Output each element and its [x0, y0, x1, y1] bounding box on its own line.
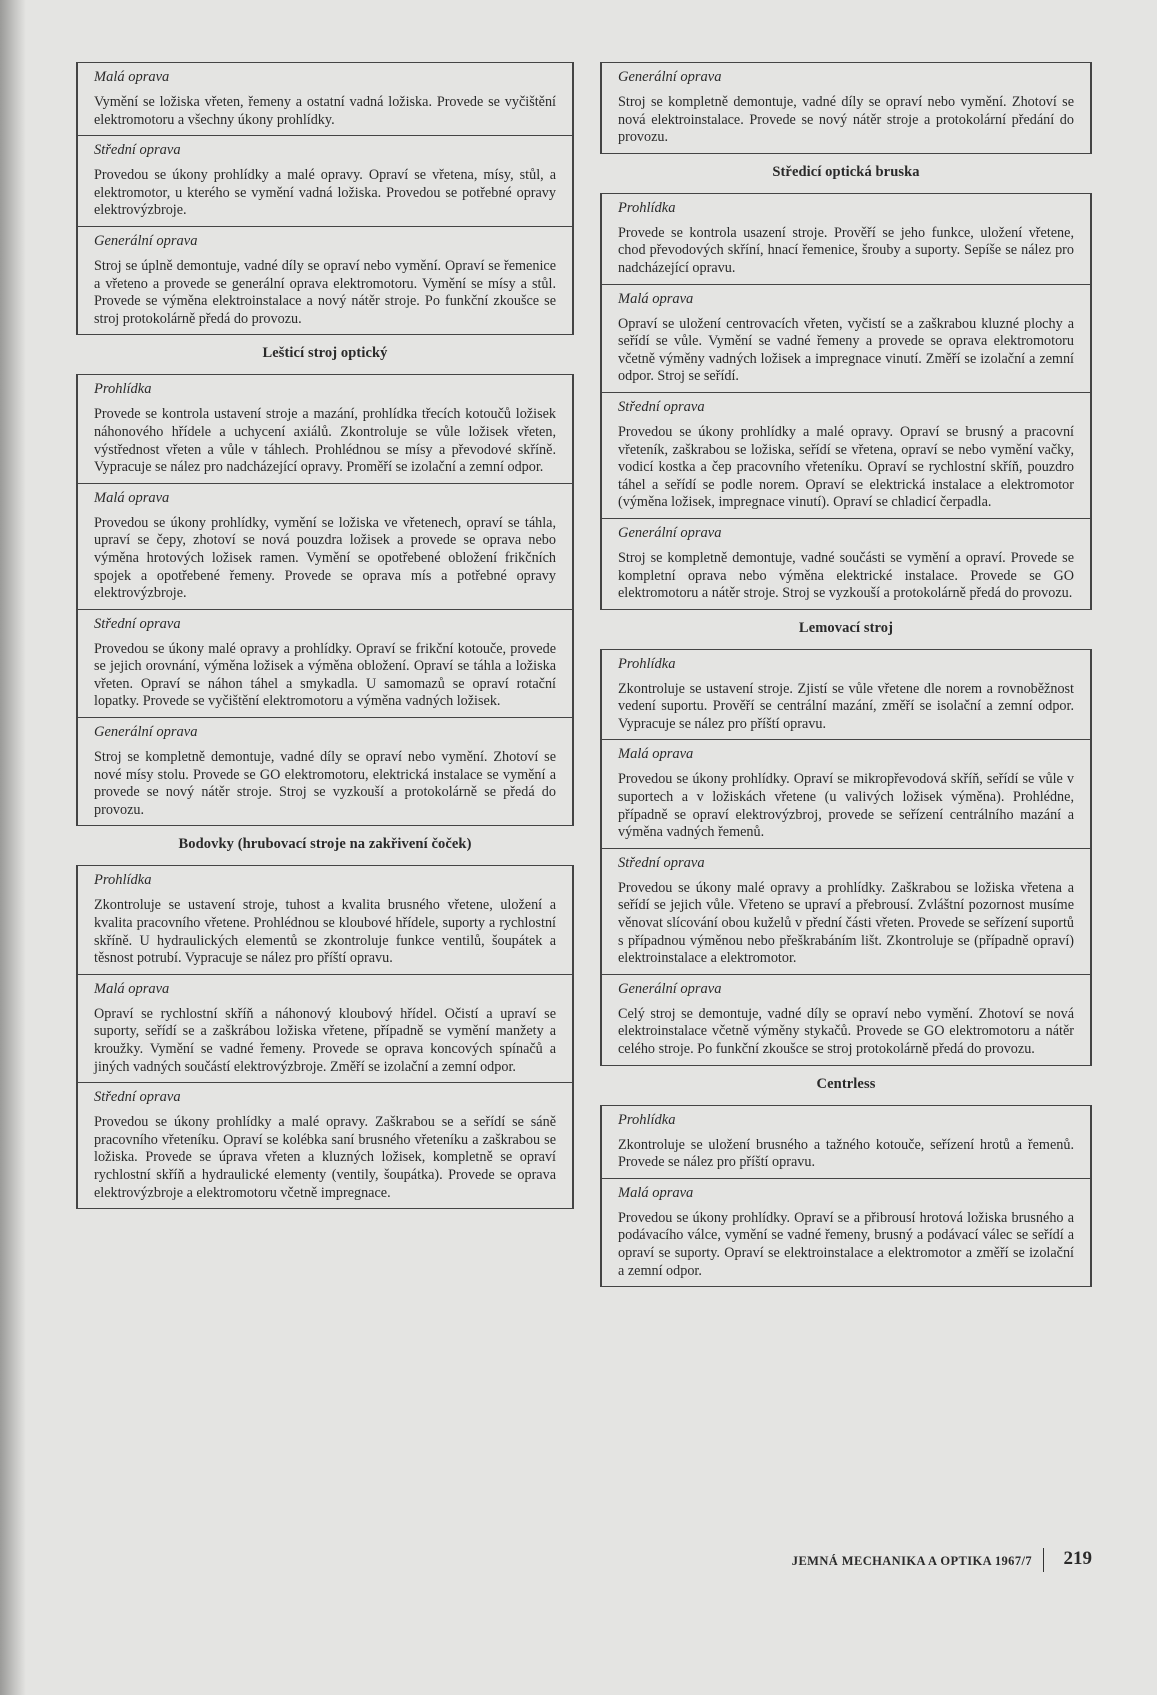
section-label: Střední oprava: [94, 615, 181, 632]
section-label: Malá oprava: [618, 290, 694, 307]
box-previous-machine-continued: [600, 62, 1092, 154]
section-text: Provedou se úkony prohlídky a malé opravy. Zaškrabou se a seřídí se sáně pracovního vřeteníku. Opraví se kolébka saní brusného vřeteníku a zaškrabou se ložiska. Provede se úprava vřeten a kluzných ložisek, kompletně se opraví rychlostní skříň a hydraulické elementy (ventily, šoupátka). Provede se oprava elektrovýzbroje a elektromotoru včetně impregnace.: [94, 1114, 556, 1201]
section-text: Provedou se úkony malé opravy a prohlídky. Zaškrabou se ložiska vřetena a seřídí se jejich vůle. Vřeteno se upraví a přebrousí. Zvláštní pozornost musíme věnovat slícování obou kuželů v přední části vřeten. Provede se seřízení suportů s případnou výměnou nebo přeškrabáním lišt. Zkontroluje se (případně opraví) elektroinstalace a elektromotor.: [618, 879, 1074, 967]
section-mala-oprava: [78, 63, 572, 136]
box-lesticka-continued: [76, 62, 574, 335]
section-text: Zkontroluje se uložení brusného a tažného kotouče, seřízení hrotů a řemenů. Provede se nález pro příští opravu.: [618, 1136, 1074, 1171]
page-number: 219: [1063, 1548, 1092, 1569]
section-heading-centrless: Centrless: [816, 1075, 876, 1092]
section-generalni-oprava: [602, 63, 1090, 153]
section-mala-oprava: [78, 975, 572, 1083]
section-prohlidka: [602, 194, 1090, 285]
right-column: [600, 62, 1092, 1287]
section-text: Zkontroluje se ustavení stroje. Zjistí se vůle vřetene dle norem a rovnoběžnost vedení suportu. Prověří se centrální mazání, změří se isolační a zemní odpor. Vypracuje se nález pro příští opravu.: [618, 680, 1074, 732]
section-mala-oprava: [602, 740, 1090, 848]
section-text: Provedou se úkony malé opravy a prohlídky. Opraví se frikční kotouče, provede se jejich orovnání, výměna ložisek a výměna obložení. Opraví se táhla a ložiska vřeten. Opraví se náhon táhel a smykadla. U samomazů se opraví rotační lopatky. Provede se vyčištění elektromotoru a výměna vadných ložisek.: [94, 640, 556, 710]
section-mala-oprava: [602, 285, 1090, 393]
section-text: Vymění se ložiska vřeten, řemeny a ostatní vadná ložiska. Provede se vyčištění elektromotoru a všechny úkony prohlídky.: [94, 94, 556, 128]
section-stredni-oprava: [78, 136, 572, 227]
section-stredni-oprava: [78, 610, 572, 718]
section-label: Prohlídka: [94, 872, 152, 889]
section-text: Stroj se kompletně demontuje, vadné díly se opraví nebo vymění. Zhotoví se nové mísy stolu. Provede se GO elektromotoru, elektrická instalace se vymění a provede se nový nátěr stroje. Stroj se vyzkouší a protokolárně se předá do provozu.: [94, 749, 556, 818]
box-centrless: [600, 1105, 1092, 1288]
box-stredici-bruska: [600, 193, 1092, 610]
section-text: Opraví se rychlostní skříň a náhonový kloubový hřídel. Očistí a upraví se suporty, seřídí se a zaškrábou ložiska vřetene, případně se vymění manžety a kroužky. Vymění se vadné řemeny. Provede se oprava koncových spínačů a jiných vadných součástí elektrovýzbroje. Změří se izolační a zemní odpor.: [94, 1005, 556, 1075]
section-generalni-oprava: [78, 227, 572, 334]
box-lestici-stroj: [76, 374, 574, 826]
section-label: Malá oprava: [618, 746, 694, 763]
section-label: Střední oprava: [94, 142, 181, 159]
section-text: Stroj se kompletně demontuje, vadné součásti se vymění a opraví. Provede se kompletní oprava nebo výměna elektrické instalace. Provede se GO elektromotoru a nátěr stroje. Stroj se vyzkouší a protokolárně předá do provozu.: [618, 549, 1074, 602]
section-label: Generální oprava: [618, 69, 722, 85]
section-label: Prohlídka: [94, 381, 152, 398]
section-mala-oprava: [78, 484, 572, 610]
section-label: Prohlídka: [618, 199, 676, 216]
section-generalni-oprava: [602, 975, 1090, 1065]
section-text: Provede se kontrola usazení stroje. Prověří se jeho funkce, uložení vřetene, chod převodových skříní, hnací řemenice, šrouby a suporty. Sepíše se nález pro nadcházející opravu.: [618, 224, 1074, 276]
section-text: Provede se kontrola ustavení stroje a mazání, prohlídka třecích kotoučů ložisek náhonového hřídele a uchycení axiálů. Zkontroluje se vůle ložisek vřeten, výstřednost vřeten a vůle v táhlech. Prohlédnou se mísy a převodové skříně. Vypracuje se nález pro nadcházející opravy. Proměří se izolační a zemní odpor.: [94, 406, 556, 476]
section-stredni-oprava: [78, 1083, 572, 1208]
journal-name: JEMNÁ MECHANIKA A OPTIKA 1967/7: [791, 1554, 1032, 1568]
section-generalni-oprava: [78, 718, 572, 825]
section-text: Provedou se úkony prohlídky, vymění se ložiska ve vřetenech, opraví se táhla, upraví se čepy, zhotoví se nová pouzdra ložisek a provede se oprava nebo výměna hrotových ložisek ramen. Vymění se opotřebené obložení frikčních spojek a opotřebené řemeny. Provede se oprava mís a potřebné opravy elektrovýzbroje.: [94, 514, 556, 602]
left-column: [76, 62, 574, 1209]
box-bodovky: [76, 865, 574, 1209]
section-heading-stredici-bruska: Středicí optická bruska: [772, 163, 920, 180]
section-text: Provedou se úkony prohlídky. Opraví se mikropřevodová skříň, seřídí se vůle v suportech a v ložiskách vřetene (u valivých ložisek výměna). Prohlédne, případně se opraví elektrovýzbroj, provede se seřízení centrálního mazání a výměna vadných řemenů.: [618, 771, 1074, 841]
section-prohlidka: [602, 650, 1090, 741]
section-text: Provedou se úkony prohlídky a malé opravy. Opraví se vřetena, mísy, stůl, a elektromotor, u kterého se vymění vadná ložiska. Provedou se potřebné opravy elektrovýzbroje.: [94, 167, 556, 219]
section-text: Provedou se úkony prohlídky. Opraví se a přibrousí hrotová ložiska brusného a podávacího válce, vymění se vadné řemeny, brusný a podávací válec se seřídí a opraví se suporty. Opraví se elektroinstalace a elektromotor a změří se izolační a zemní odpor.: [618, 1209, 1074, 1279]
section-prohlidka: [78, 866, 572, 974]
section-label: Generální oprava: [618, 524, 722, 541]
section-text: Stroj se kompletně demontuje, vadné díly se opraví nebo vymění. Zhotoví se nová elektroinstalace. Provede se nový nátěr stroje a protokolární předání do provozu.: [618, 94, 1074, 146]
section-label: Prohlídka: [618, 1111, 676, 1128]
section-heading-lemovaci-stroj: Lemovací stroj: [798, 619, 894, 636]
section-mala-oprava: [602, 1179, 1090, 1286]
section-label: Malá oprava: [94, 980, 170, 997]
section-stredni-oprava: [602, 849, 1090, 975]
section-generalni-oprava: [602, 519, 1090, 609]
section-label: Malá oprava: [94, 489, 170, 506]
section-text: Celý stroj se demontuje, vadné díly se opraví nebo vymění. Zhotoví se nová elektroinstalace včetně výměny stykačů. Provede se GO elektromotoru a nátěr celého stroje. Po funkční zkoušce se stroj protokolárně předá do provozu.: [618, 1005, 1074, 1057]
box-lemovaci-stroj: [600, 649, 1092, 1066]
section-stredni-oprava: [602, 393, 1090, 519]
section-label: Prohlídka: [618, 655, 676, 672]
section-label: Generální oprava: [94, 724, 198, 741]
section-heading-bodovky: Bodovky (hrubovací stroje na zakřivení čoček): [178, 836, 472, 853]
footer-divider: [1043, 1548, 1045, 1572]
section-text: Opraví se uložení centrovacích vřeten, vyčistí se a zaškrabou kluzné plochy a seřídí se vůle. Vymění se vadné řemeny a provede se oprava elektromotoru včetně výměny vadných ložisek a impregnace vinutí. Změří se izolační a zemní odpor. Stroj se seřídí.: [618, 315, 1074, 385]
section-prohlidka: [78, 375, 572, 483]
section-label: Generální oprava: [618, 980, 722, 997]
section-label: Střední oprava: [618, 398, 705, 415]
section-label: Malá oprava: [618, 1184, 694, 1201]
section-text: Provedou se úkony prohlídky a malé opravy. Opraví se brusný a pracovní vřeteník, zaškrabou se ložiska, seřídí se vřetena, opraví se nebo vymění vačky, vodicí kostka a čep pracovního vřeteníku. Opraví se rychlostní skříň, pouzdro táhel a seřídí se podle norem. Opraví se elektrická instalace a elektromotor (výměna ložisek, impregnace vinutí). Opraví se chladicí čerpadla.: [618, 423, 1074, 511]
page-footer: [760, 1548, 1100, 1574]
section-text: Stroj se úplně demontuje, vadné díly se opraví nebo vymění. Opraví se řemenice a vřeteno a provede se generální oprava elektromotoru. Vymění se mísy a stůl. Provede se výměna elektroinstalace a nový nátěr stroje. Po funkční zkoušce se stroj protokolárně předá do provozu.: [94, 257, 556, 327]
section-heading-lestici-stroj: Lešticí stroj optický: [262, 345, 388, 362]
section-label: Střední oprava: [94, 1089, 181, 1106]
section-label: Generální oprava: [94, 232, 198, 249]
section-label: Střední oprava: [618, 854, 705, 871]
section-label: Malá oprava: [94, 69, 170, 85]
section-text: Zkontroluje se ustavení stroje, tuhost a kvalita brusného vřetene, uložení a kvalita pracovního vřetene. Prohlédnou se kloubové hřídele, suporty a rychlostní skříně. U hydraulických elementů se zkontroluje funkce ventilů, šoupátek a těsnost potrubí. Vypracuje se nález pro příští opravu.: [94, 897, 556, 967]
section-prohlidka: [602, 1106, 1090, 1179]
